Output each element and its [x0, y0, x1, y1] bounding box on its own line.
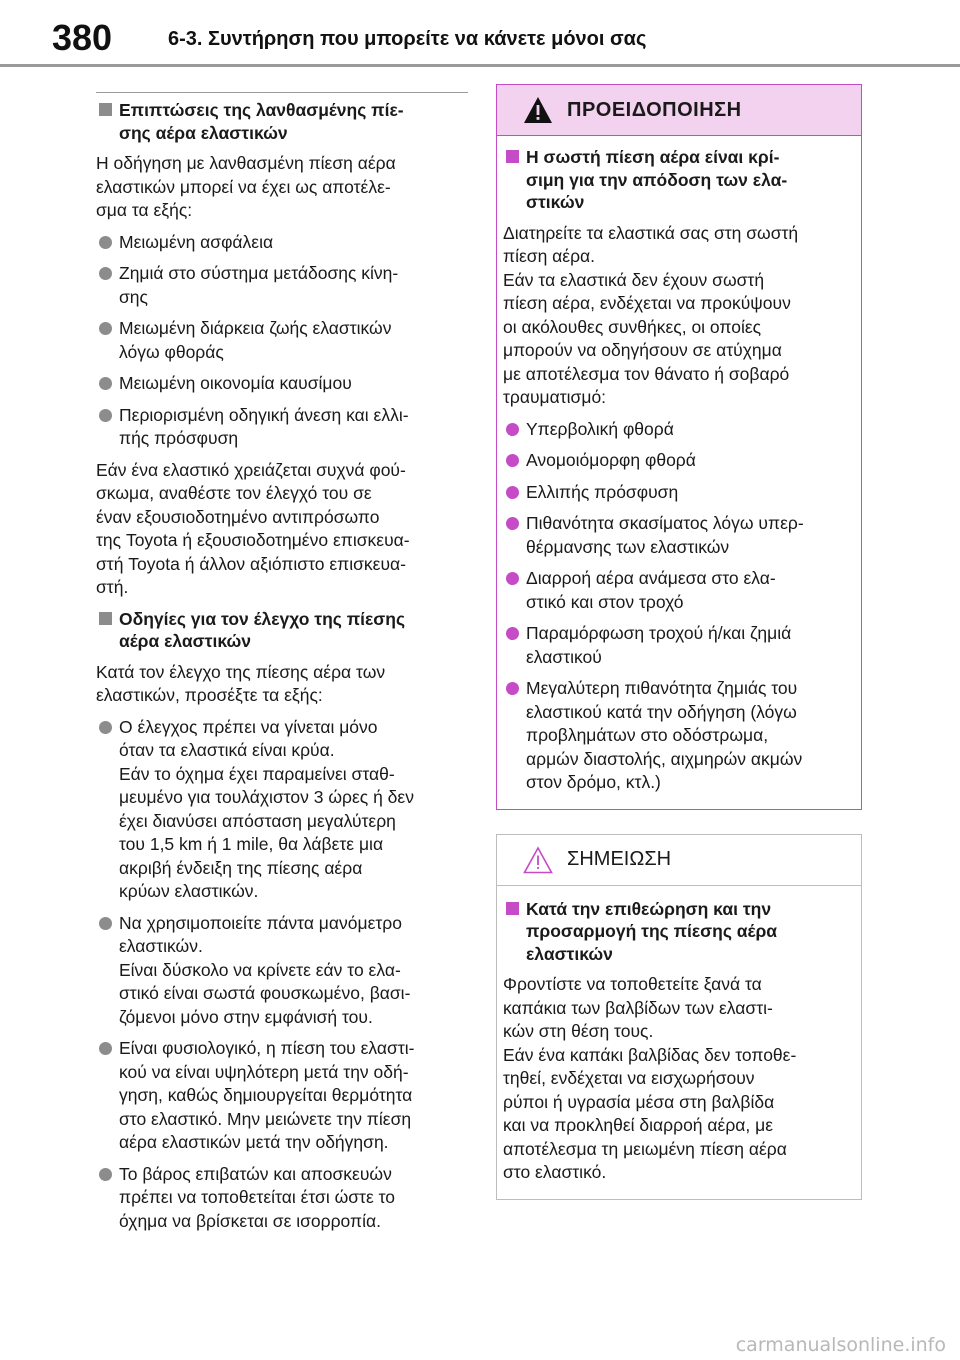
list-item: Περιορισμένη οδηγική άνεση και ελλι- πής πρόσφυση: [96, 404, 468, 451]
round-bullet-icon: [506, 682, 519, 695]
round-bullet-icon: [99, 409, 112, 422]
caution-triangle-icon: [523, 846, 553, 874]
section-heading-pressure-check: [96, 608, 468, 653]
round-bullet-icon: [506, 423, 519, 436]
page-header: [0, 0, 960, 70]
square-bullet-icon: [506, 150, 519, 163]
paragraph: Εάν ένα ελαστικό χρειάζεται συχνά φού- σκωμα, αναθέστε τον έλεγχό του σε έναν εξουσιοδοτημένο αντιπρόσωπο της Toyota ή εξουσιοδοτημένο επισκευα- στή Toyota ή άλλον αξιόπιστο επισκευα- στή.: [96, 459, 410, 597]
square-bullet-icon: [99, 612, 112, 625]
round-bullet-icon: [506, 486, 519, 499]
heading-text: Οδηγίες για τον έλεγχο της πίεσης αέρα ελαστικών: [119, 608, 406, 651]
paragraph: Φροντίστε να τοποθετείτε ξανά τα καπάκια των βαλβίδων των ελαστι- κών στη θέση τους. Εάν ένα καπάκι βαλβίδας δεν τοποθε- τηθεί, ενδέχεται να εισχωρήσουν ρύποι ή υγρασία μέσα στη βαλβίδα και να προκληθεί διαρροή αέρα, με αποτέλεσμα τη μειωμένη πίεση αέρα στο ελαστικό.: [503, 974, 797, 1182]
list-item: Διαρροή αέρα ανάμεσα στο ελα- στικό και στον τροχό: [503, 567, 851, 614]
note-title: ΣΗΜΕΙΩΣΗ: [567, 848, 672, 870]
round-bullet-icon: [506, 572, 519, 585]
list-item: Να χρησιμοποιείτε πάντα μανόμετρο ελαστικών. Είναι δύσκολο να κρίνετε εάν το ελα- στικό είναι σωστά φουσκωμένο, βασι- ζόμενοι μόνο στην εμφάνισή του.: [96, 912, 468, 1030]
round-bullet-icon: [99, 1168, 112, 1181]
list-item: Μειωμένη οικονομία καυσίμου: [96, 372, 468, 396]
round-bullet-icon: [99, 267, 112, 280]
page-number: 380: [52, 17, 113, 58]
list-item: Μειωμένη ασφάλεια: [96, 231, 468, 255]
section-divider: [96, 92, 468, 93]
list-item: Ανομοιόμορφη φθορά: [503, 449, 851, 473]
list-item: Πιθανότητα σκασίματος λόγω υπερ- θέρμανσης των ελαστικών: [503, 512, 851, 559]
list-item: Ο έλεγχος πρέπει να γίνεται μόνο όταν τα ελαστικά είναι κρύα. Εάν το όχημα έχει παραμείνει σταθ- μευμένο για τουλάχιστον 3 ώρες ή δεν έχει διανύσει απόσταση μεγαλύτερη του 1,5 km ή 1 mile, θα λάβετε μια ακριβή ένδειξη της πίεσης αέρα κρύων ελαστικών.: [96, 716, 468, 904]
round-bullet-icon: [99, 377, 112, 390]
note-box: [496, 834, 862, 1200]
square-bullet-icon: [506, 902, 519, 915]
chapter-title: 6-3. Συντήρηση που μπορείτε να κάνετε μόνοι σας: [168, 28, 647, 50]
note-heading: [503, 898, 851, 966]
round-bullet-icon: [99, 721, 112, 734]
heading-text: Η σωστή πίεση αέρα είναι κρί- σιμη για την απόδοση των ελα- στικών: [526, 147, 788, 212]
right-column: [496, 84, 862, 1200]
list-item: Ζημιά στο σύστημα μετάδοσης κίνη- σης: [96, 262, 468, 309]
heading-text: Κατά την επιθεώρηση και την προσαρμογή της πίεσης αέρα ελαστικών: [526, 898, 778, 964]
warning-header: [497, 85, 861, 136]
paragraph: Διατηρείτε τα ελαστικά σας στη σωστή πίεση αέρα. Εάν τα ελαστικά δεν έχουν σωστή πίεση αέρα, ενδέχεται να προκύψουν οι ακόλουθες συνθήκες, οι οποίες μπορούν να οδηγήσουν σε ατύχημα με αποτέλεσμα τον θάνατο ή σοβαρό τραυματισμό:: [503, 222, 799, 407]
warning-heading: [503, 146, 851, 214]
note-body: [497, 886, 861, 1199]
paragraph: Κατά τον έλεγχο της πίεσης αέρα των ελαστικών, προσέξτε τα εξής:: [96, 661, 386, 705]
round-bullet-icon: [99, 322, 112, 335]
watermark: carmanualsonline.info: [735, 1334, 946, 1356]
list-item: Το βάρος επιβατών και αποσκευών πρέπει να τοποθετείται έτσι ώστε το όχημα να βρίσκεται σε ισορροπία.: [96, 1163, 468, 1234]
warning-triangle-icon: [523, 96, 553, 124]
section-heading-pressure-effects: [96, 99, 468, 144]
list-item: Μεγαλύτερη πιθανότητα ζημιάς του ελαστικού κατά την οδήγηση (λόγω προβλημάτων στο οδόστρωμα, αρμών διαστολής, αιχμηρών ακμών στον δρόμο, κτλ.): [503, 677, 851, 795]
square-bullet-icon: [99, 103, 112, 116]
round-bullet-icon: [99, 236, 112, 249]
list-item: Ελλιπής πρόσφυση: [503, 481, 851, 505]
list-item: Υπερβολική φθορά: [503, 418, 851, 442]
paragraph: Η οδήγηση με λανθασμένη πίεση αέρα ελαστικών μπορεί να έχει ως αποτέλε- σμα τα εξής:: [96, 153, 396, 220]
list-item: Είναι φυσιολογικό, η πίεση του ελαστι- κού να είναι υψηλότερη μετά την οδή- γηση, καθώς δημιουργείται θερμότητα στο ελαστικό. Μην μειώνετε την πίεση αέρα ελαστικών μετά την οδήγηση.: [96, 1037, 468, 1155]
round-bullet-icon: [506, 627, 519, 640]
list-item: Παραμόρφωση τροχού ή/και ζημιά ελαστικού: [503, 622, 851, 669]
round-bullet-icon: [99, 1042, 112, 1055]
round-bullet-icon: [99, 917, 112, 930]
note-header: [497, 835, 861, 886]
round-bullet-icon: [506, 517, 519, 530]
warning-title: ΠΡΟΕΙΔΟΠΟΙΗΣΗ: [567, 98, 742, 121]
warning-body: [497, 136, 861, 809]
warning-box: [496, 84, 862, 810]
heading-text: Επιπτώσεις της λανθασμένης πίε- σης αέρα ελαστικών: [119, 100, 404, 143]
list-item: Μειωμένη διάρκεια ζωής ελαστικών λόγω φθοράς: [96, 317, 468, 364]
left-column: [96, 92, 468, 1241]
round-bullet-icon: [506, 454, 519, 467]
header-divider: [0, 64, 960, 67]
